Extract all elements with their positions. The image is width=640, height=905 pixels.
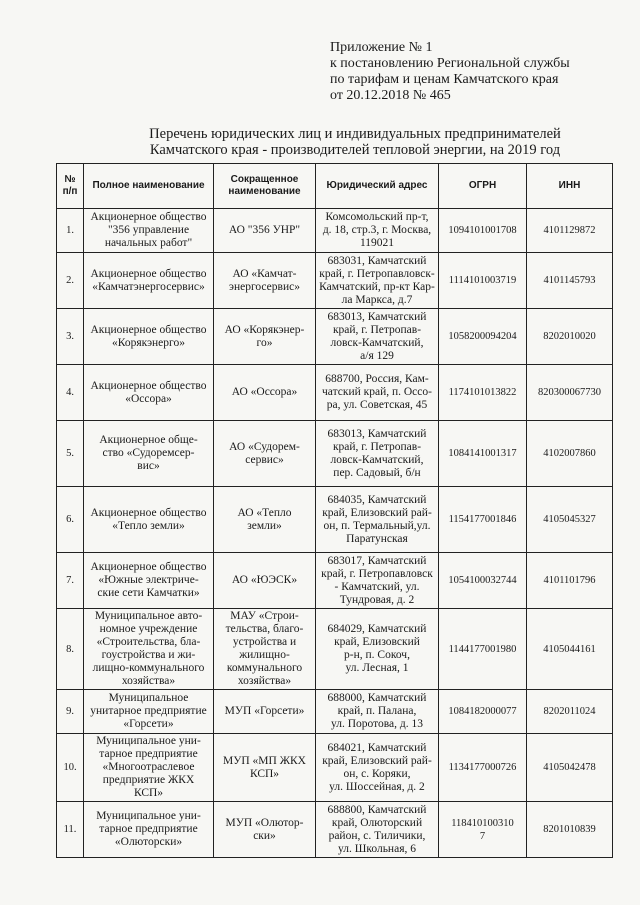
cell-num: 9. [57, 690, 84, 734]
cell-inn: 820300067730 [527, 365, 613, 421]
cell-full-name-line: Муниципальное уни- [96, 735, 201, 747]
cell-address-line: Тундровая, д. 2 [339, 593, 415, 606]
cell-full-name-line: Акционерное общество [90, 323, 207, 336]
cell-address-line: а/я 129 [360, 349, 394, 362]
header-full-name-line: Полное наименование [92, 180, 205, 191]
list-title-line: Перечень юридических лиц и индивидуальных предпринимателей [149, 126, 561, 142]
cell-inn: 8202010020 [527, 309, 613, 365]
cell-full-name-line: лищно-коммунального [92, 662, 205, 674]
cell-full-name [84, 253, 214, 309]
cell-full-name-line: Акционерное общество [90, 506, 207, 519]
table-row [57, 365, 613, 421]
cell-num: 8. [57, 609, 84, 690]
cell-num: 7. [57, 553, 84, 609]
cell-full-name-line: тарное предприятие [99, 748, 198, 760]
cell-ogrn [439, 365, 527, 421]
table-row [57, 609, 613, 690]
cell-short-name-line: МАУ «Строи- [230, 610, 299, 622]
cell-address [316, 309, 439, 365]
cell-short-name [214, 802, 316, 858]
cell-full-name-line: КСП» [133, 787, 164, 799]
header-num-line: № [64, 174, 76, 185]
cell-short-name [214, 609, 316, 690]
cell-short-name [214, 209, 316, 253]
cell-ogrn [439, 609, 527, 690]
header-num [57, 164, 84, 209]
cell-address [316, 690, 439, 734]
cell-full-name-line: Акционерное общество [90, 561, 207, 573]
cell-ogrn-line: 7 [479, 830, 486, 842]
cell-ogrn [439, 802, 527, 858]
cell-full-name-line: Акционерное общество [90, 211, 207, 223]
appendix-line: к постановлению Региональной службы [330, 56, 570, 71]
cell-num: 5. [57, 421, 84, 487]
cell-address-line: д. 18, стр.3, г. Москва, [322, 224, 432, 236]
list-title [100, 126, 610, 158]
cell-full-name [84, 309, 214, 365]
cell-address-line: ловск-Камчатский, [330, 336, 424, 349]
cell-full-name-line: ство «Судоремсер- [102, 447, 195, 459]
table-row [57, 690, 613, 734]
cell-num: 11. [57, 802, 84, 858]
cell-inn: 4102007860 [527, 421, 613, 487]
cell-address [316, 553, 439, 609]
header-short-name-line: наименование [228, 186, 301, 197]
cell-full-name-line: предприятие ЖКХ [102, 774, 195, 786]
cell-address-line: Камчатский, пр-кт Кар- [319, 280, 435, 293]
cell-address-line: район, с. Тиличики, [328, 829, 426, 842]
cell-full-name-line: Муниципальное авто- [94, 610, 203, 622]
cell-short-name [214, 309, 316, 365]
cell-address [316, 487, 439, 553]
cell-full-name-line: «Камчатэнергосервис» [92, 280, 205, 293]
cell-ogrn [439, 253, 527, 309]
cell-short-name-line: энергосервис» [229, 280, 300, 293]
table-row [57, 487, 613, 553]
cell-full-name-line: Муниципальное [108, 692, 189, 704]
header-short-name [214, 164, 316, 209]
cell-inn: 4101145793 [527, 253, 613, 309]
cell-short-name [214, 253, 316, 309]
cell-full-name-line: «Строительства, бла- [96, 636, 201, 648]
cell-address-line: край, Елизовский рай- [322, 506, 432, 519]
cell-num: 1. [57, 209, 84, 253]
cell-full-name [84, 734, 214, 802]
cell-address-line: 683031, Камчатский [327, 254, 427, 267]
cell-full-name-line: «Олюторски» [114, 836, 183, 848]
cell-full-name-line: тарное предприятие [99, 823, 198, 835]
cell-short-name-line: АО «Оссора» [231, 386, 298, 398]
cell-address-line: он, с. Коряки, [343, 767, 411, 780]
cell-address-line: ул. Школьная, 6 [338, 842, 416, 855]
cell-short-name [214, 690, 316, 734]
header-inn [527, 164, 613, 209]
cell-address-line: ул. Поротова, д. 13 [331, 718, 423, 730]
cell-ogrn [439, 421, 527, 487]
cell-num: 3. [57, 309, 84, 365]
cell-short-name-line: АО "356 УНР" [228, 224, 301, 236]
cell-short-name-line: тельства, благо- [225, 623, 304, 635]
cell-short-name [214, 487, 316, 553]
cell-address-line: 684021, Камчатский [327, 741, 427, 754]
cell-short-name-line: ски» [253, 829, 276, 842]
cell-address [316, 253, 439, 309]
cell-address-line: 688700, Россия, Кам- [325, 373, 429, 385]
cell-ogrn-line: 1094101001708 [448, 225, 517, 236]
cell-address [316, 209, 439, 253]
cell-full-name-line: Муниципальное уни- [96, 810, 201, 822]
cell-full-name [84, 609, 214, 690]
cell-full-name [84, 209, 214, 253]
cell-full-name-line: ские сети Камчатки» [97, 587, 200, 599]
cell-num: 6. [57, 487, 84, 553]
cell-ogrn [439, 309, 527, 365]
cell-num: 4. [57, 365, 84, 421]
cell-full-name [84, 487, 214, 553]
cell-address-line: он, п. Термальный,ул. [323, 519, 431, 532]
cell-address [316, 734, 439, 802]
cell-address-line: 119021 [359, 237, 395, 249]
table-row [57, 209, 613, 253]
cell-short-name-line: КСП» [249, 767, 280, 780]
header-full-name [84, 164, 214, 209]
appendix-line: Приложение № 1 [330, 40, 433, 55]
cell-address-line: 683017, Камчатский [327, 554, 427, 567]
cell-inn: 4101129872 [527, 209, 613, 253]
cell-address-line: ла Маркса, д.7 [341, 293, 413, 306]
cell-short-name-line: АО «Камчат- [232, 267, 297, 280]
cell-address-line: Комсомольский пр-т, [325, 211, 429, 223]
cell-address-line: край, г. Петропав- [332, 440, 422, 453]
cell-full-name-line: Акционерное обще- [99, 434, 198, 446]
header-ogrn-line: ОГРН [468, 180, 497, 191]
header-num-line: п/п [62, 186, 78, 197]
cell-full-name-line: «Южные электриче- [98, 574, 199, 586]
cell-address-line: край, Елизовский [334, 636, 420, 648]
cell-address-line: край, Олюторский [331, 816, 423, 829]
cell-ogrn-line: 1114101003719 [448, 275, 517, 286]
appendix-header [330, 40, 630, 104]
cell-address-line: край, г. Петропав- [332, 323, 422, 336]
cell-ogrn [439, 209, 527, 253]
cell-address-line: 684035, Камчатский [327, 493, 427, 506]
cell-inn: 4105044161 [527, 609, 613, 690]
cell-short-name-line: коммунального [226, 662, 303, 674]
cell-ogrn-line: 1084141001317 [448, 448, 517, 459]
cell-full-name-line: «Корякэнерго» [112, 336, 185, 349]
cell-short-name [214, 734, 316, 802]
cell-ogrn-line: 1154177001846 [448, 514, 517, 525]
table-row [57, 309, 613, 365]
table-row [57, 421, 613, 487]
cell-address-line: край, г. Петропавловск- [319, 267, 435, 280]
cell-short-name-line: го» [256, 336, 273, 349]
cell-full-name [84, 365, 214, 421]
cell-ogrn-line: 1174101013822 [448, 387, 517, 398]
cell-ogrn-line: 1144177001980 [448, 643, 517, 655]
cell-ogrn [439, 690, 527, 734]
cell-short-name-line: хозяйства» [237, 675, 292, 687]
header-short-name-line: Сокращенное [230, 174, 299, 185]
cell-full-name-line: унитарное предприятие [90, 705, 207, 717]
table-row [57, 802, 613, 858]
header-address-line: Юридический адрес [326, 180, 428, 191]
cell-address-line: край, г. Петропавловск [321, 567, 433, 580]
appendix-line: от 20.12.2018 № 465 [330, 88, 451, 103]
cell-address [316, 609, 439, 690]
cell-full-name [84, 690, 214, 734]
cell-full-name-line: гоустройства и жи- [101, 649, 196, 661]
cell-ogrn [439, 734, 527, 802]
cell-ogrn-line: 1054100032744 [448, 575, 517, 586]
cell-address-line: ул. Шоссейная, д. 2 [329, 780, 425, 793]
cell-address-line: край, Елизовский рай- [322, 754, 432, 767]
appendix-line: по тарифам и ценам Камчатского края [330, 72, 559, 87]
cell-full-name-line: «Тепло земли» [112, 519, 185, 532]
cell-full-name-line: хозяйства» [121, 675, 176, 687]
cell-short-name-line: МУП «Олютор- [225, 816, 304, 829]
cell-full-name-line: Акционерное общество [90, 267, 207, 280]
producers-table [56, 163, 613, 858]
cell-inn: 4105042478 [527, 734, 613, 802]
table-row [57, 253, 613, 309]
cell-full-name [84, 421, 214, 487]
cell-full-name-line: «Горсети» [123, 718, 174, 730]
cell-address-line: 688000, Камчатский [327, 692, 427, 704]
cell-short-name [214, 553, 316, 609]
cell-address-line: Паратунская [346, 532, 408, 545]
cell-num: 10. [57, 734, 84, 802]
cell-short-name-line: устройства и [232, 636, 297, 648]
cell-ogrn [439, 487, 527, 553]
cell-inn: 8201010839 [527, 802, 613, 858]
cell-short-name-line: земли» [247, 519, 282, 532]
cell-short-name-line: АО «Тепло [237, 506, 292, 519]
cell-ogrn-line: 1084182000077 [448, 706, 517, 717]
table-row [57, 553, 613, 609]
cell-short-name [214, 421, 316, 487]
cell-address-line: край, п. Палана, [337, 705, 417, 717]
cell-address-line: 684029, Камчатский [327, 623, 427, 635]
cell-address-line: ул. Лесная, 1 [345, 662, 409, 674]
cell-address-line: - Камчатский, ул. [334, 580, 420, 593]
cell-full-name-line: «Многоотраслевое [102, 761, 195, 773]
cell-full-name-line: «Оссора» [125, 392, 172, 405]
cell-short-name-line: АО «Судорем- [229, 440, 300, 453]
cell-short-name-line: АО «ЮЭСК» [231, 574, 298, 586]
cell-ogrn-line: 1058200094204 [448, 331, 517, 342]
cell-ogrn-line: 1134177000726 [448, 762, 517, 773]
cell-short-name [214, 365, 316, 421]
cell-inn: 4101101796 [527, 553, 613, 609]
cell-address [316, 802, 439, 858]
cell-full-name-line: Акционерное общество [90, 379, 207, 392]
cell-address-line: р-н, п. Сокоч, [344, 649, 410, 661]
header-address [316, 164, 439, 209]
cell-full-name-line: "356 управление [107, 224, 190, 236]
cell-inn: 4105045327 [527, 487, 613, 553]
table-row [57, 734, 613, 802]
cell-short-name-line: АО «Корякэнер- [224, 323, 305, 336]
table-body [57, 209, 613, 858]
cell-full-name [84, 553, 214, 609]
cell-short-name-line: сервис» [245, 453, 284, 466]
cell-short-name-line: МУП «МП ЖКХ [223, 754, 306, 767]
header-inn-line: ИНН [558, 180, 581, 191]
cell-short-name-line: жилищно- [239, 649, 290, 661]
cell-address-line: ловск-Камчатский, [330, 453, 424, 466]
cell-address-line: 683013, Камчатский [327, 310, 427, 323]
cell-full-name-line: начальных работ" [104, 237, 193, 249]
cell-address-line: 683013, Камчатский [327, 427, 427, 440]
list-title-line: Камчатского края - производителей тепловой энергии, на 2019 год [149, 142, 561, 158]
cell-address-line: чатский край, п. Оссо- [322, 386, 432, 398]
table-header-row [57, 164, 613, 209]
cell-num: 2. [57, 253, 84, 309]
cell-inn: 8202011024 [527, 690, 613, 734]
cell-ogrn [439, 553, 527, 609]
header-ogrn [439, 164, 527, 209]
cell-short-name-line: МУП «Горсети» [224, 705, 305, 717]
cell-address-line: пер. Садовый, б/н [333, 466, 421, 479]
cell-address-line: ра, ул. Советская, 45 [326, 399, 428, 411]
cell-address [316, 365, 439, 421]
cell-address [316, 421, 439, 487]
cell-ogrn-line: 118410100310 [451, 817, 514, 829]
cell-full-name [84, 802, 214, 858]
cell-full-name-line: номное учреждение [99, 623, 198, 635]
cell-address-line: 688800, Камчатский [327, 803, 427, 816]
cell-full-name-line: вис» [137, 460, 160, 472]
